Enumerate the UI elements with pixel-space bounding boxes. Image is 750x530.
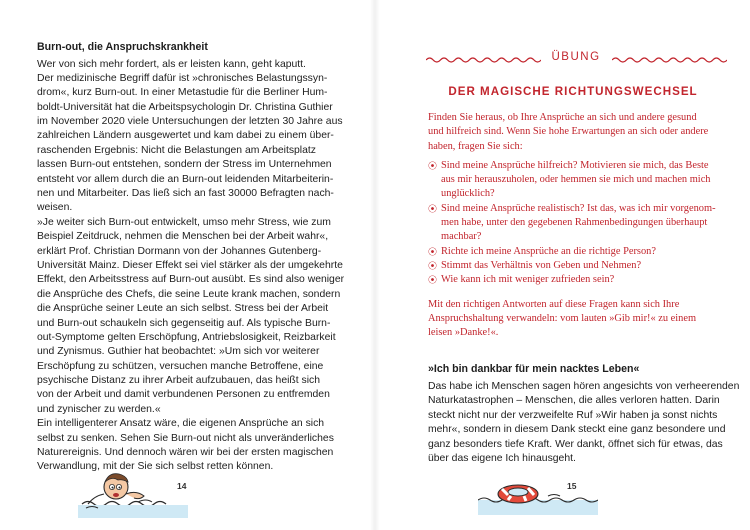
page-number-left: 14 <box>177 481 187 491</box>
body-text-line: steckt nicht nur der verzweifelte Ruf »Wir haben ja sonst nichts <box>428 409 718 421</box>
left-body-text <box>37 58 347 475</box>
exercise-question <box>428 273 728 287</box>
exercise-intro <box>428 111 728 154</box>
body-text-line: out-Symptome gelten Erschöpfung, Antriebslosigkeit, Reizbarkeit <box>37 331 336 343</box>
exercise-question-line: men habe, unter den gegebenen Rahmenbedingungen überhaupt <box>441 217 708 229</box>
exercise-question-line: unglücklich? <box>441 188 495 200</box>
page-number-right: 15 <box>567 481 577 491</box>
body-text-line: Effekt, den Arbeitsstress auf Burn-out ausübt. Es sind also weniger <box>37 274 345 286</box>
exercise-question-text <box>441 245 656 259</box>
circled-dot-icon: ⦿ <box>428 260 438 271</box>
section-heading-dankbar: »Ich bin dankbar für mein nacktes Leben« <box>428 363 640 375</box>
circled-dot-icon: ⦿ <box>428 275 438 286</box>
exercise-closing <box>428 298 728 341</box>
exercise-question-line: Stimmt das Verhältnis von Geben und Nehmen? <box>441 259 642 271</box>
exercise-question <box>428 245 728 259</box>
exercise-question-text <box>441 159 711 202</box>
exercise-question-text <box>441 273 614 287</box>
body-text-line: Beispiel Zeitdruck, nehmen die Menschen bei der Arbeit wahr«, <box>37 231 329 243</box>
body-text-line: und zynischer zu werden.« <box>37 403 161 415</box>
body-text-line: Der medizinische Begriff dafür ist »chronisches Belastungssyn- <box>37 72 328 84</box>
body-text-line: Naturereignis. Und dennoch wären wir bei der ersten magischen <box>37 447 334 459</box>
body-text-line: Ein intelligenterer Ansatz wäre, die eigenen Ansprüche an sich <box>37 418 325 430</box>
swimming-man-icon <box>78 468 188 518</box>
body-text-line: lassen Burn-out entstehen, sondern der Stress im Unternehmen <box>37 159 332 171</box>
body-text-line: psychische Distanz zu ihrer Arbeit aufzubauen, das heißt sich <box>37 375 321 387</box>
exercise-question-text <box>441 202 716 245</box>
exercise-question-list <box>428 159 728 288</box>
wavy-rule-right <box>612 55 727 65</box>
body-text-line: von der Arbeit und damit verbundenen Personen zu entfremden <box>37 389 330 401</box>
exercise-intro-line: Finden Sie heraus, ob Ihre Ansprüche an sich und andere gesund <box>428 112 697 123</box>
exercise-intro-line: haben, fragen Sie sich: <box>428 140 523 152</box>
exercise-question <box>428 159 728 202</box>
body-text-line: und Burn-out schaukeln sich gegenseitig auf. Als typische Burn- <box>37 317 331 329</box>
circled-dot-icon: ⦿ <box>428 246 438 257</box>
body-text-line: raschenden Ergebnis: Nicht die Belastungen am Arbeitsplatz <box>37 144 316 156</box>
body-text-line: mehr«, sondern in diesem Dank steckt eine ganz besondere und <box>428 424 726 436</box>
exercise-question-line: Wie kann ich mit weniger zufrieden sein? <box>441 274 615 286</box>
body-text-line: ganz besonders tiefe Kraft. Wer dankt, öffnet sich für etwas, das <box>428 438 723 450</box>
body-text-line: Das habe ich Menschen sagen hören angesichts von verheerenden <box>428 381 740 392</box>
body-text-line: im November 2020 viele Untersuchungen der letzten 30 Jahre aus <box>37 116 343 128</box>
section-heading-burnout: Burn-out, die Anspruchskrankheit <box>37 41 208 53</box>
circled-dot-icon: ⦿ <box>428 160 438 171</box>
body-text-line: boldt-Universität hat die Arbeitspsychologin Dr. Christina Guthier <box>37 101 333 113</box>
exercise-question-text <box>441 259 641 273</box>
body-text-line: über das eigene Ich hinausgeht. <box>428 452 576 464</box>
body-text-line: und Zynismus. Guthier hat beobachtet: »Um sich vor weiterer <box>37 346 320 358</box>
body-text-line: nen und Mitarbeiter. Das ließ sich an fast 30000 Befragten nach- <box>37 188 334 200</box>
exercise-closing-line: leisen »Danke!«. <box>428 327 499 339</box>
body-text-line: Erschöpfung zu schützen, versuchen manche Betroffene, eine <box>37 360 324 372</box>
body-text-line: Verwandlung, mit der Sie sich selbst retten können. <box>37 461 274 473</box>
body-text-line: erklärt Prof. Christian Dormann von der Johannes Gutenberg- <box>37 245 322 257</box>
body-text-line: drom«, kurz Burn-out. In einer Metastudie für die Berliner Hum- <box>37 87 328 99</box>
wavy-rule-left <box>426 55 541 65</box>
exercise-label: ÜBUNG <box>551 51 601 63</box>
right-body-text <box>428 380 740 466</box>
life-ring-icon <box>478 470 598 515</box>
exercise-question <box>428 259 728 273</box>
body-text-line: Universität Mainz. Dieser Effekt sei viel stärker als der umgekehrte <box>37 259 343 271</box>
body-text-line: zahlreichen Ländern ausgewertet und kam dabei zu einem über- <box>37 130 334 142</box>
body-text-line: selbst zu senken. Sehen Sie Burn-out nicht als unveränderliches <box>37 432 334 444</box>
body-text-line: Naturkatastrophen – Menschen, die alles verloren hatten. Darin <box>428 395 720 407</box>
body-text-line: weisen. <box>37 202 73 214</box>
exercise-question-line: Richte ich meine Ansprüche an die richtige Person? <box>441 245 656 257</box>
exercise-question-line: Sind meine Ansprüche realistisch? Ist das, was ich mir vorgenom- <box>441 202 716 214</box>
exercise-text <box>428 111 728 340</box>
body-text-line: »Je weiter sich Burn-out entwickelt, umso mehr Stress, wie zum <box>37 216 331 228</box>
body-text-line: entsteht vor allem durch die an Burn-out leidenden Mitarbeiterin- <box>37 173 334 185</box>
left-text-column <box>37 40 347 475</box>
exercise-question-line: aus mir herauszuholen, oder hemmen sie mich und machen mich <box>441 174 711 186</box>
body-text-line: die Ansprüche seiner Leute an sich selbst. Stress bei der Arbeit <box>37 303 329 315</box>
body-text-line: Wer von sich mehr fordert, als er leisten kann, geht kaputt. <box>37 58 306 70</box>
exercise-title: DER MAGISCHE RICHTUNGSWECHSEL <box>448 85 698 98</box>
exercise-closing-line: Anspruchshaltung verwandeln: vom lauten »Gib mir!« zu einem <box>428 312 697 324</box>
exercise-question-line: Sind meine Ansprüche hilfreich? Motivieren sie mich, das Beste <box>441 159 709 171</box>
exercise-question-line: machbar? <box>441 231 482 243</box>
exercise-closing-line: Mit den richtigen Antworten auf diese Fragen kann sich Ihre <box>428 298 680 310</box>
exercise-intro-line: und hilfreich sind. Wenn Sie hohe Erwartungen an sich oder andere <box>428 126 709 138</box>
exercise-question <box>428 202 728 245</box>
circled-dot-icon: ⦿ <box>428 203 438 214</box>
body-text-line: die Ansprüche des Chefs, die seine Leute krank machen, sondern <box>37 288 341 300</box>
